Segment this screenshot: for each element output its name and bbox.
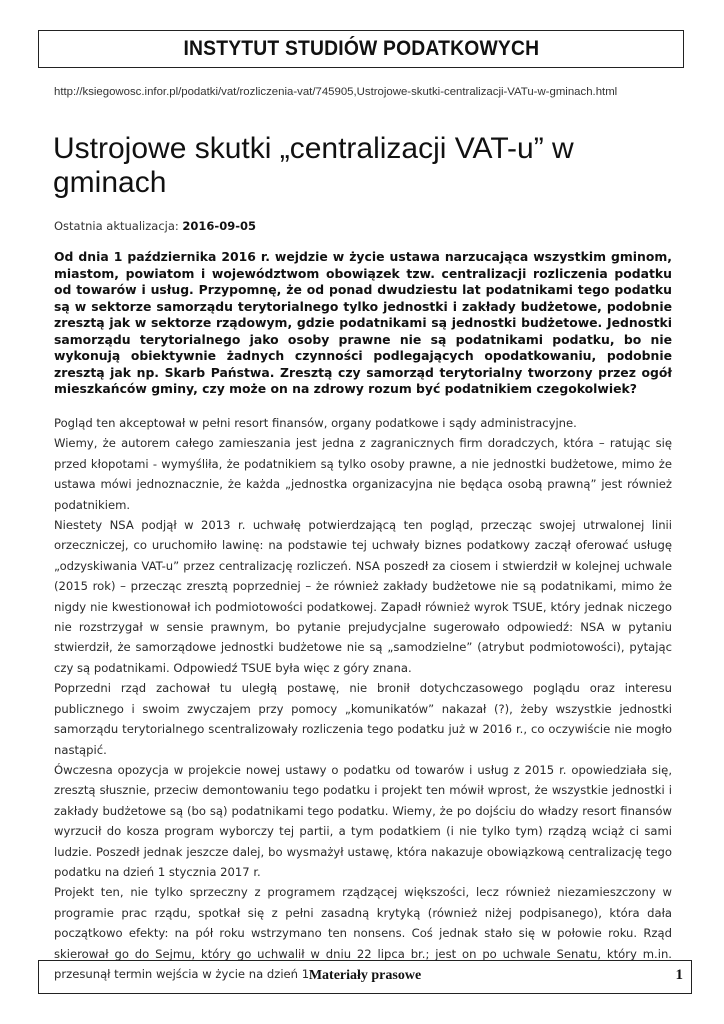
paragraph: Ówczesna opozycja w projekcie nowej ustawy o podatku od towarów i usług z 2015 r. opowiedziała się, zresztą słusznie, przeciw demontowaniu tego podatku i projekt ten mówił wprost, że wszystkie jednostki i zakłady budżetowe są (bo są) podatnikami tego podatku. Wiemy, że po dojściu do władzy resort finansów wyrzucił do kosza program wyborczy tej partii, a tym podatkiem (i nie tylko tym) rządzą wciąż ci sami ludzie. Poszedł jednak jeszcze dalej, bo wysmażył ustawę, która nakazuje obowiązkową centralizację tego podatku na dzień 1 stycznia 2017 r.	[54, 762, 672, 879]
updated-date: 2016-09-05	[182, 219, 256, 233]
article-lead: Od dnia 1 października 2016 r. wejdzie w życie ustawa narzucająca wszystkim gminom, miastom, powiatom i województwom obowiązek tzw. centralizacji rozliczenia podatku od towarów i usług. Przypomnę, że od ponad dwudziestu lat podatnikami tego podatku są w sektorze samorządu terytorialnego tylko jednostki i zakłady budżetowe, podobnie zresztą jak w sektorze rządowym, gdzie podatnikami są jednostki budżetowe. Jednostki samorządu terytorialnego jako osoby prawne nie są podatnikami podatku, bo nie wykonują obiektywnie żadnych czynności podlegających opodatkowaniu, podobnie zresztą jak np. Skarb Państwa. Zresztą czy samorząd terytorialny tworzony przez ogół mieszkańców gminy, czy może on na zdrowy rozum być podatnikiem czegokolwiek?	[54, 249, 672, 396]
paragraph: Niestety NSA podjął w 2013 r. uchwałę potwierdzającą ten pogląd, przecząc swojej utrwalonej linii orzeczniczej, co uruchomiło lawinę: na podstawie tej uchwały biznes podatkowy zaczął oferować usługę „odzyskiwania VAT-u” przez centralizację rozliczeń. NSA poszedł za ciosem i stwierdził w kolejnej uchwale (2015 rok) – przecząc zresztą poprzedniej – że również zakłady budżetowe nie są podatnikami, mimo że nigdy nie kwestionował ich podmiotowości podatkowej. Zapadł również wyrok TSUE, który jednak niczego nie rozstrzygał w sensie prawnym, bo pytanie prejudycjalne sugerowało odpowiedź: NSA w pytaniu stwierdził, że samorządowe jednostki budżetowe nie są „samodzielne” (atrybut podmiotowości), pytając czy są podatnikami. Odpowiedź TSUE była więc z góry znana.	[54, 518, 672, 675]
footer-label: Materiały prasowe	[308, 968, 422, 983]
article-body	[54, 413, 672, 984]
institute-title: INSTYTUT STUDIÓW PODATKOWYCH	[183, 37, 539, 60]
last-updated	[54, 219, 256, 233]
paragraph: Wiemy, że autorem całego zamieszania jest jedna z zagranicznych firm doradczych, która – ratując się przed kłopotami - wymyśliła, że podatnikiem są tylko osoby prawne, a nie jednostki budżetowe, mimo że ustawa mówi jednoznacznie, że każda „jednostka organizacyjna nie będąca osobą prawną” jest również podatnikiem.	[54, 436, 672, 512]
paragraph: Poprzedni rząd zachował tu uległą postawę, nie bronił dotychczasowego poglądu oraz interesu publicznego i swoim zwyczajem przy pomocy „komunikatów” nakazał (?), żeby wszystkie jednostki samorządu terytorialnego scentralizowały rozliczenia tego podatku już w 2016 r., co oczywiście nie mogło nastąpić.	[54, 681, 672, 757]
footer-banner	[38, 960, 692, 994]
page-number: 1	[675, 967, 683, 983]
paragraph: Pogląd ten akceptował w pełni resort finansów, organy podatkowe i sądy administracyjne.	[54, 416, 577, 430]
source-url: http://ksiegowosc.infor.pl/podatki/vat/rozliczenia-vat/745905,Ustrojowe-skutki-centralizacji-VATu-w-gminach.html	[54, 86, 618, 98]
updated-label: Ostatnia aktualizacja:	[54, 219, 179, 233]
article-title: Ustrojowe skutki „centralizacji VAT-u” w gminach	[53, 132, 574, 199]
paragraph: Projekt ten, nie tylko sprzeczny z programem rządzącej większości, lecz również niezamieszczony w programie prac rządu, spotkał się z pełni zasadną krytyką (również niżej podpisanego), która dała początkowo efekty: na pół roku wstrzymano ten nonsens. Coś jednak stało się w połowie roku. Rząd skierował go do Sejmu, który go uchwalił w dniu 22 lipca br.; jest on po uchwale Senatu, który m.in. przesunął termin wejścia w życie na dzień 1	[54, 885, 672, 981]
header-banner	[38, 30, 684, 68]
